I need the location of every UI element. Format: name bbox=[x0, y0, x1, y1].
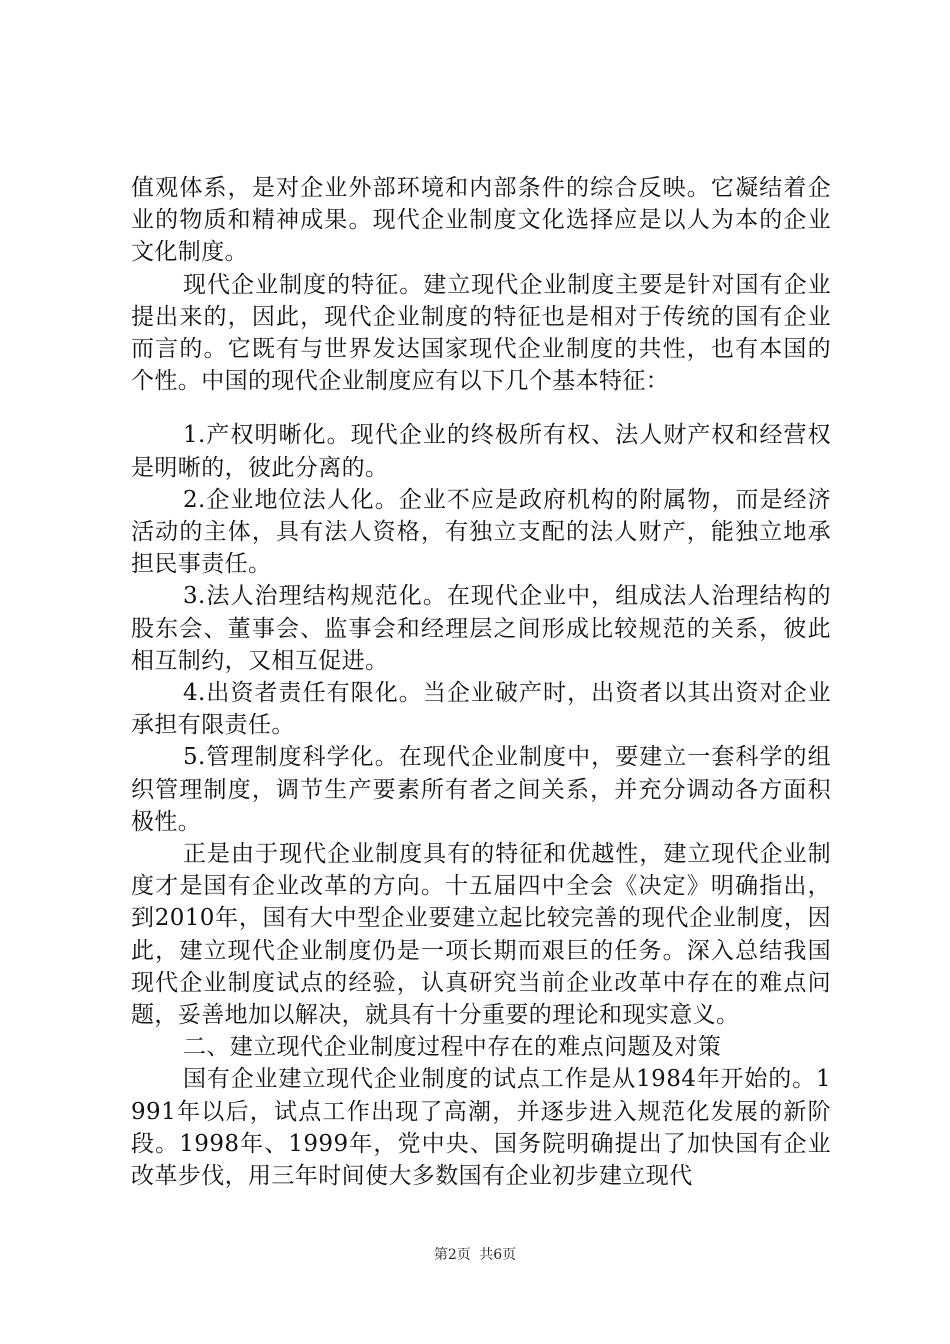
page-number: 第2页 bbox=[433, 1247, 471, 1263]
page-footer bbox=[0, 1246, 950, 1264]
document-body bbox=[131, 172, 831, 1192]
paragraph-reform-direction: 正是由于现代企业制度具有的特征和优越性，建立现代企业制度才是国有企业改革的方向。十五届四中全会《决定》明确指出，到2010年，国有大中型企业要建立起比较完善的现代企业制度，因此，建立现代企业制度仍是一项长期而艰巨的任务。深入总结我国现代企业制度试点的经验，认真研究当前企业改革中存在的难点问题，妥善地加以解决，就具有十分重要的理论和现实意义。 bbox=[131, 841, 831, 1029]
page-total: 共6页 bbox=[479, 1247, 517, 1263]
section-heading: 二、建立现代企业制度过程中存在的难点问题及对策 bbox=[183, 1034, 722, 1061]
paragraph-pilot-history: 国有企业建立现代企业制度的试点工作是从1984年开始的。1991年以后，试点工作出现了高潮，并逐步进入规范化发展的新阶段。1998年、1999年，党中央、国务院明确提出了加快国有企业改革步伐，用三年时间使大多数国有企业初步建立现代 bbox=[131, 1066, 831, 1190]
paragraph-continuation: 值观体系，是对企业外部环境和内部条件的综合反映。它凝结着企业的物质和精神成果。现代企业制度文化选择应是以人为本的企业文化制度。 bbox=[131, 175, 831, 266]
list-item-property-rights: 1.产权明晰化。现代企业的终极所有权、法人财产权和经营权是明晰的，彼此分离的。 bbox=[131, 422, 831, 481]
list-item-limited-liability: 4.出资者责任有限化。当企业破产时，出资者以其出资对企业承担有限责任。 bbox=[131, 680, 831, 739]
list-item-legal-person: 2.企业地位法人化。企业不应是政府机构的附属物，而是经济活动的主体，具有法人资格，有独立支配的法人财产，能独立地承担民事责任。 bbox=[131, 486, 831, 578]
list-item-governance: 3.法人治理结构规范化。在现代企业中，组成法人治理结构的股东会、董事会、监事会和经理层之间形成比较规范的关系，彼此相互制约，又相互促进。 bbox=[131, 583, 831, 674]
list-item-management: 5.管理制度科学化。在现代企业制度中，要建立一套科学的组织管理制度，调节生产要素所有者之间关系，并充分调动各方面积极性。 bbox=[131, 744, 831, 835]
paragraph-features-intro: 现代企业制度的特征。建立现代企业制度主要是针对国有企业提出来的，因此，现代企业制度的特征也是相对于传统的国有企业而言的。它既有与世界发达国家现代企业制度的共性，也有本国的个性。中国的现代企业制度应有以下几个基本特征： bbox=[131, 271, 831, 395]
